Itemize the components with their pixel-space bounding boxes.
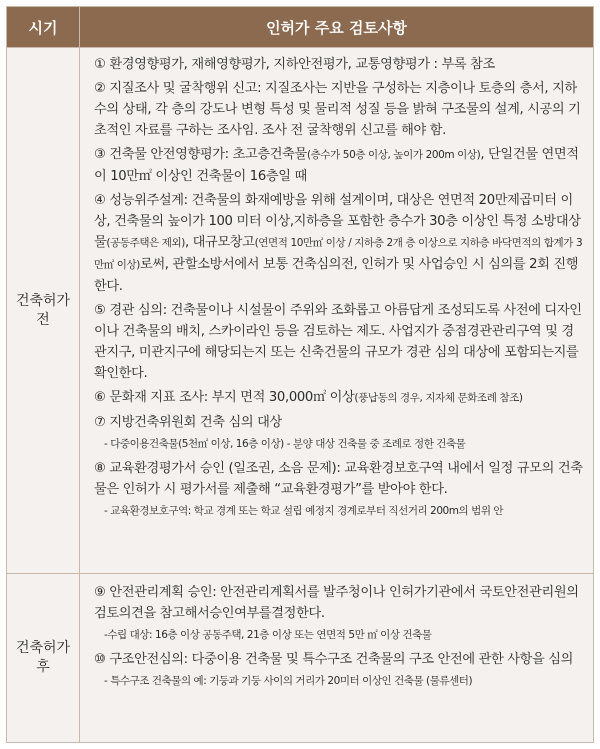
header-period: 시기 — [7, 7, 80, 47]
table-header — [7, 7, 593, 47]
item-7-note: - 다중이용건축물(5천㎡ 이상, 16층 이상) - 분양 대상 건축물 중 조례로 정한 건축물 — [104, 438, 466, 450]
item-10: ⑩ 구조안전심의: 다중이용 건축물 및 특수구조 건축물의 구조 안전에 관한 사항을 심의 — [94, 652, 574, 667]
item-5: ⑤ 경관 심의: 건축물이나 시설물이 주위와 조화롭고 아름답게 조성되도록 사전에 디자인이나 건축물의 배치, 스카이라인 등을 검토하는 제도. 사업지가 중점경관관리구역 및 경관지구, 미관지구에 해당되는지 또는 신축건물의 규모가 경관 심의 대상에 포함되는지를 확인한다. — [94, 303, 582, 381]
before-items — [80, 48, 593, 573]
row-before-permit — [7, 47, 593, 573]
item-9-note: -수립 대상: 16층 이상 공동주택, 21층 이상 또는 연면적 5만 ㎡ 이상 건축물 — [104, 629, 432, 641]
item-7: ⑦ 지방건축위원회 건축 심의 대상 — [94, 415, 282, 430]
item-6-main: ⑥ 문화재 지표 조사: 부지 면적 30,000㎡ 이상 — [94, 390, 355, 405]
item-1: ① 환경영향평가, 재해영향평가, 지하안전평가, 교통영향평가 : 부록 참조 — [94, 57, 495, 72]
item-4-main: ④ 성능위주설계: 건축물의 화재예방을 위해 설계이며, 대상은 연면적 20만제곱미터 이상, 건축물의 높이가 100 미터 이상,지하층을 포함한 층수가 30층 이상인 특정 소방대상물 — [94, 193, 581, 250]
item-3-main: ③ 건축물 안전영향평가: 초고층건축물 — [94, 147, 307, 162]
item-4-rest: 로써, 관할소방서에서 보통 건축심의전, 인허가 및 사업승인 시 심의를 2회 진행한다. — [94, 257, 579, 294]
item-4-detail-2: (연면적 10만㎡ 이상 / 지하층 2개 층 이상으로 지하층 바닥면적의 합계가 3만㎡ 이상) — [94, 237, 583, 271]
item-8-note: - 교육환경보호구역: 학교 경계 또는 학교 설립 예정지 경계로부터 직선거리 200m의 범위 안 — [104, 505, 504, 517]
item-2: ② 지질조사 및 굴착행위 신고: 지질조사는 지반을 구성하는 지층이나 토층의 층서, 지하수의 상태, 각 층의 강도나 변형 특성 및 물리적 성질 등을 밝혀 구조물의 설계, 시공의 기초적인 자료를 구하는 조사임. 조사 전 굴착행위 신고를 해야 함. — [94, 81, 581, 138]
item-8: ⑧ 교육환경평가서 승인 (일조권, 소음 문제): 교육환경보호구역 내에서 일정 규모의 건축물은 인허가 시 평가서를 제출해 “교육환경평가”를 받아야 한다. — [94, 461, 583, 497]
item-6-detail: (풍납동의 경우, 지자체 문화조례 참조) — [354, 392, 523, 404]
header-items: 인허가 주요 검토사항 — [266, 18, 407, 37]
after-items — [80, 574, 593, 742]
period-label-after: 건축허가후 — [7, 574, 80, 742]
item-4-mid: , 대규모창고 — [184, 235, 255, 250]
item-3 — [94, 144, 583, 187]
item-6 — [94, 387, 583, 409]
item-9: ⑨ 안전관리계획 승인: 안전관리계획서를 발주청이나 인허가기관에서 국토안전관리원의검토의견을 참고해서승인여부를결정한다. — [94, 585, 579, 621]
item-3-detail: (층수가 50층 이상, 높이가 200m 이상) — [306, 149, 481, 161]
item-4-detail-1: (공동주택은 제외) — [106, 237, 185, 249]
row-after-permit — [7, 573, 593, 742]
item-3-rest: , 단일건물 연면적이 10만㎡ 이상인 건축물이 16층일 때 — [94, 147, 579, 184]
item-10-note: - 특수구조 건축물의 예: 기둥과 기둥 사이의 거리가 20미터 이상인 건축물 (물류센터) — [104, 675, 473, 687]
item-4 — [94, 190, 583, 297]
period-label-before: 건축허가전 — [7, 48, 80, 573]
review-table — [6, 6, 594, 743]
